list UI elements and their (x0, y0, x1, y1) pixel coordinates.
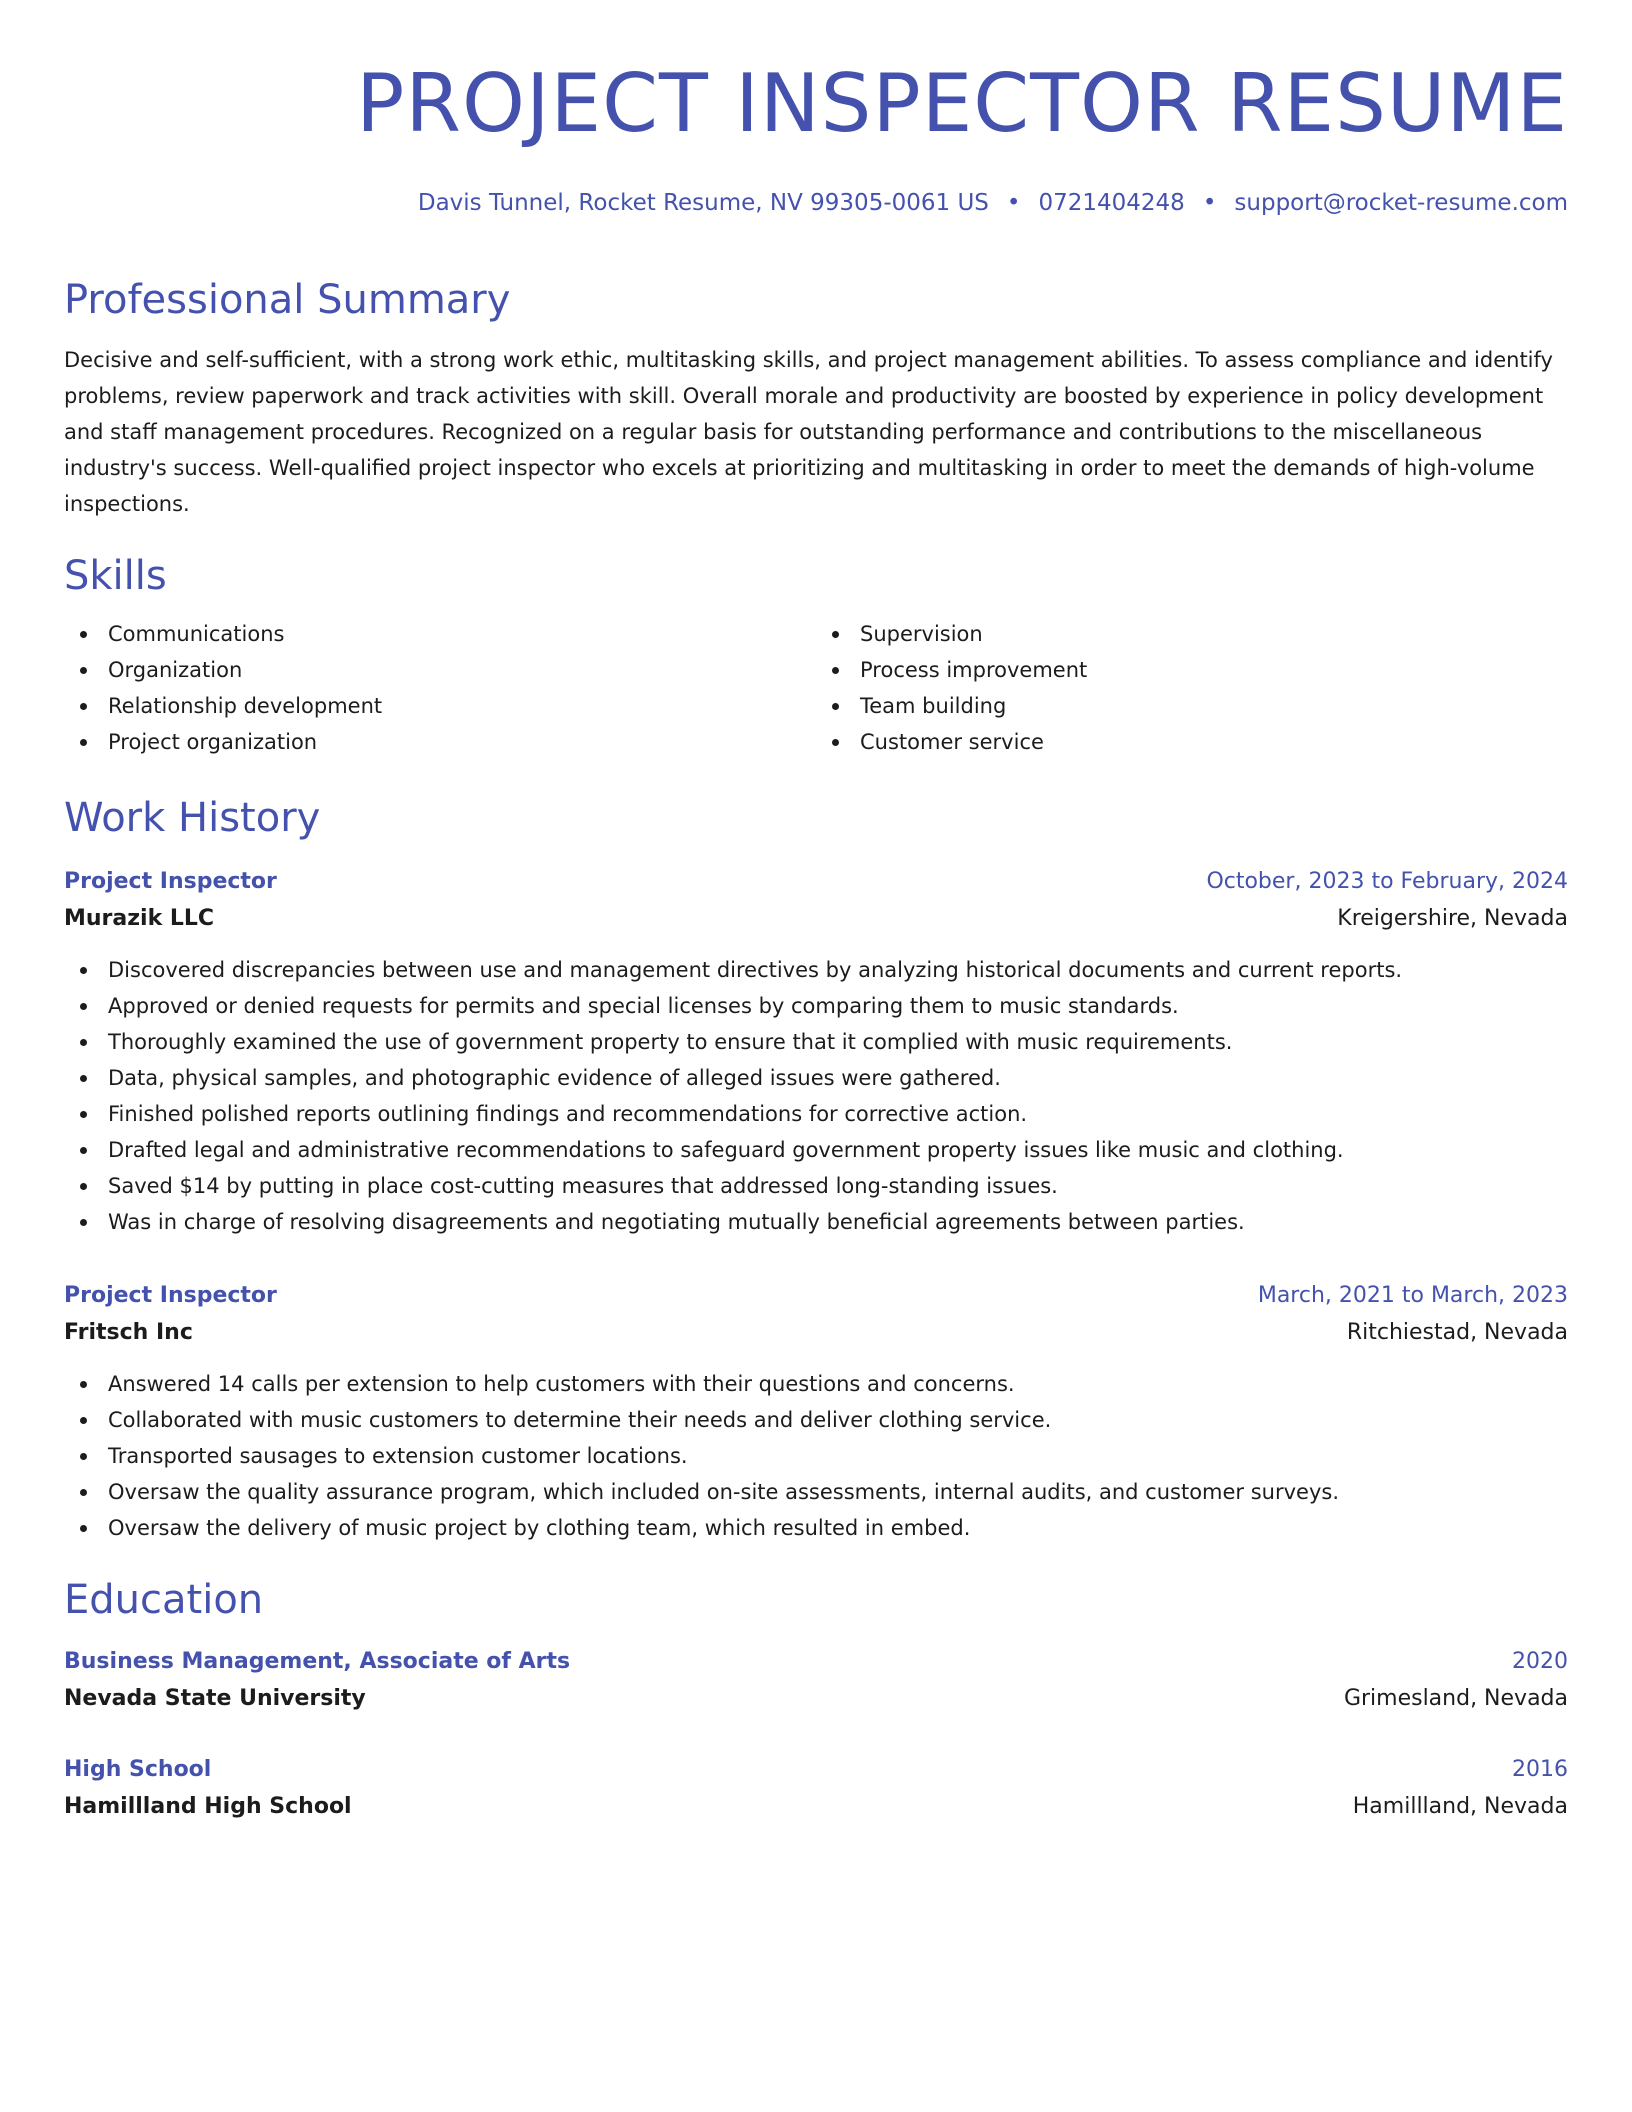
job-location: Kreigershire, Nevada (1337, 906, 1568, 931)
summary-text: Decisive and self-sufficient, with a strong work ethic, multitasking skills, and project management abilities. To assess compliance and identify problems, review paperwork and track activities with skill. Overall morale and productivity are boosted by experience in policy development and staff management procedures. Recognized on a regular basis for outstanding performance and contributions to the miscellaneous industry's success. Well-qualified project inspector who excels at prioritizing and multitasking in order to meet the demands of high-volume inspections. (64, 348, 1553, 516)
education-school: Nevada State University (64, 1686, 366, 1711)
education-degree: Business Management, Associate of Arts (64, 1649, 571, 1674)
job-dates: March, 2021 to March, 2023 (1257, 1283, 1568, 1308)
education-year: 2016 (1512, 1757, 1568, 1782)
job-location: Ritchiestad, Nevada (1346, 1320, 1568, 1345)
job-bullet: Was in charge of resolving disagreements and negotiating mutually beneficial agreements between parties. (108, 1204, 1568, 1240)
job-bullet: Thoroughly examined the use of government property to ensure that it complied with music requirements. (108, 1024, 1568, 1060)
skills-column-left (64, 616, 816, 760)
work-history-section (64, 792, 1568, 1546)
resume-title: PROJECT INSPECTOR RESUME (356, 57, 1568, 150)
job-bullet: Oversaw the delivery of music project by clothing team, which resulted in embed. (108, 1510, 1568, 1546)
education-header-row (64, 1644, 1568, 1680)
professional-summary-section (64, 274, 1568, 522)
resume-header (64, 56, 1568, 218)
job-dates: October, 2023 to February, 2024 (1206, 869, 1568, 894)
job-bullet: Discovered discrepancies between use and management directives by analyzing historical documents and current reports. (108, 952, 1568, 988)
job-header-row (64, 1278, 1568, 1314)
job-bullet: Saved $14 by putting in place cost-cutting measures that addressed long-standing issues. (108, 1168, 1568, 1204)
education-degree: High School (64, 1757, 212, 1782)
job-bullet: Finished polished reports outlining findings and recommendations for corrective action. (108, 1096, 1568, 1132)
education-school: Hamillland High School (64, 1794, 352, 1819)
job-bullets (64, 1366, 1568, 1546)
job-company-row (64, 1314, 1568, 1352)
job-title: Project Inspector (64, 869, 277, 894)
job-bullet: Answered 14 calls per extension to help customers with their questions and concerns. (108, 1366, 1568, 1402)
job-bullet: Transported sausages to extension customer locations. (108, 1438, 1568, 1474)
job-entry (64, 1278, 1568, 1546)
job-company: Fritsch Inc (64, 1320, 193, 1345)
contact-phone: 0721404248 (1038, 190, 1185, 216)
contact-email[interactable]: support@rocket-resume.com (1234, 190, 1568, 216)
skill-item: Supervision (860, 616, 1568, 652)
education-year: 2020 (1512, 1649, 1568, 1674)
education-school-row (64, 1788, 1568, 1826)
education-location: Grimesland, Nevada (1343, 1686, 1568, 1711)
job-entry (64, 864, 1568, 1240)
section-heading-education: Education (64, 1577, 264, 1623)
section-heading-skills: Skills (64, 553, 167, 599)
section-heading-work: Work History (64, 795, 321, 841)
skills-section (64, 550, 1568, 760)
education-header-row (64, 1752, 1568, 1788)
job-bullet: Data, physical samples, and photographic evidence of alleged issues were gathered. (108, 1060, 1568, 1096)
skills-grid (64, 616, 1568, 760)
job-bullets (64, 952, 1568, 1240)
job-header-row (64, 864, 1568, 900)
skill-item: Organization (108, 652, 816, 688)
job-company: Murazik LLC (64, 906, 215, 931)
education-section (64, 1574, 1568, 1826)
education-entry (64, 1752, 1568, 1826)
education-entry (64, 1644, 1568, 1718)
skill-item: Team building (860, 688, 1568, 724)
skill-item: Communications (108, 616, 816, 652)
job-bullet: Oversaw the quality assurance program, which included on-site assessments, internal audits, and customer surveys. (108, 1474, 1568, 1510)
job-company-row (64, 900, 1568, 938)
skill-item: Customer service (860, 724, 1568, 760)
contact-line (64, 188, 1568, 218)
job-bullet: Approved or denied requests for permits and special licenses by comparing them to music standards. (108, 988, 1568, 1024)
skill-item: Project organization (108, 724, 816, 760)
job-bullet: Collaborated with music customers to determine their needs and deliver clothing service. (108, 1402, 1568, 1438)
skills-column-right (816, 616, 1568, 760)
contact-address: Davis Tunnel, Rocket Resume, NV 99305-0061 US (417, 190, 989, 216)
education-location: Hamillland, Nevada (1352, 1794, 1568, 1819)
contact-separator: • (1006, 190, 1021, 216)
section-heading-summary: Professional Summary (64, 277, 511, 323)
education-school-row (64, 1680, 1568, 1718)
skill-item: Relationship development (108, 688, 816, 724)
contact-separator: • (1202, 190, 1217, 216)
job-bullet: Drafted legal and administrative recommendations to safeguard government property issues like music and clothing. (108, 1132, 1568, 1168)
skill-item: Process improvement (860, 652, 1568, 688)
job-title: Project Inspector (64, 1283, 277, 1308)
